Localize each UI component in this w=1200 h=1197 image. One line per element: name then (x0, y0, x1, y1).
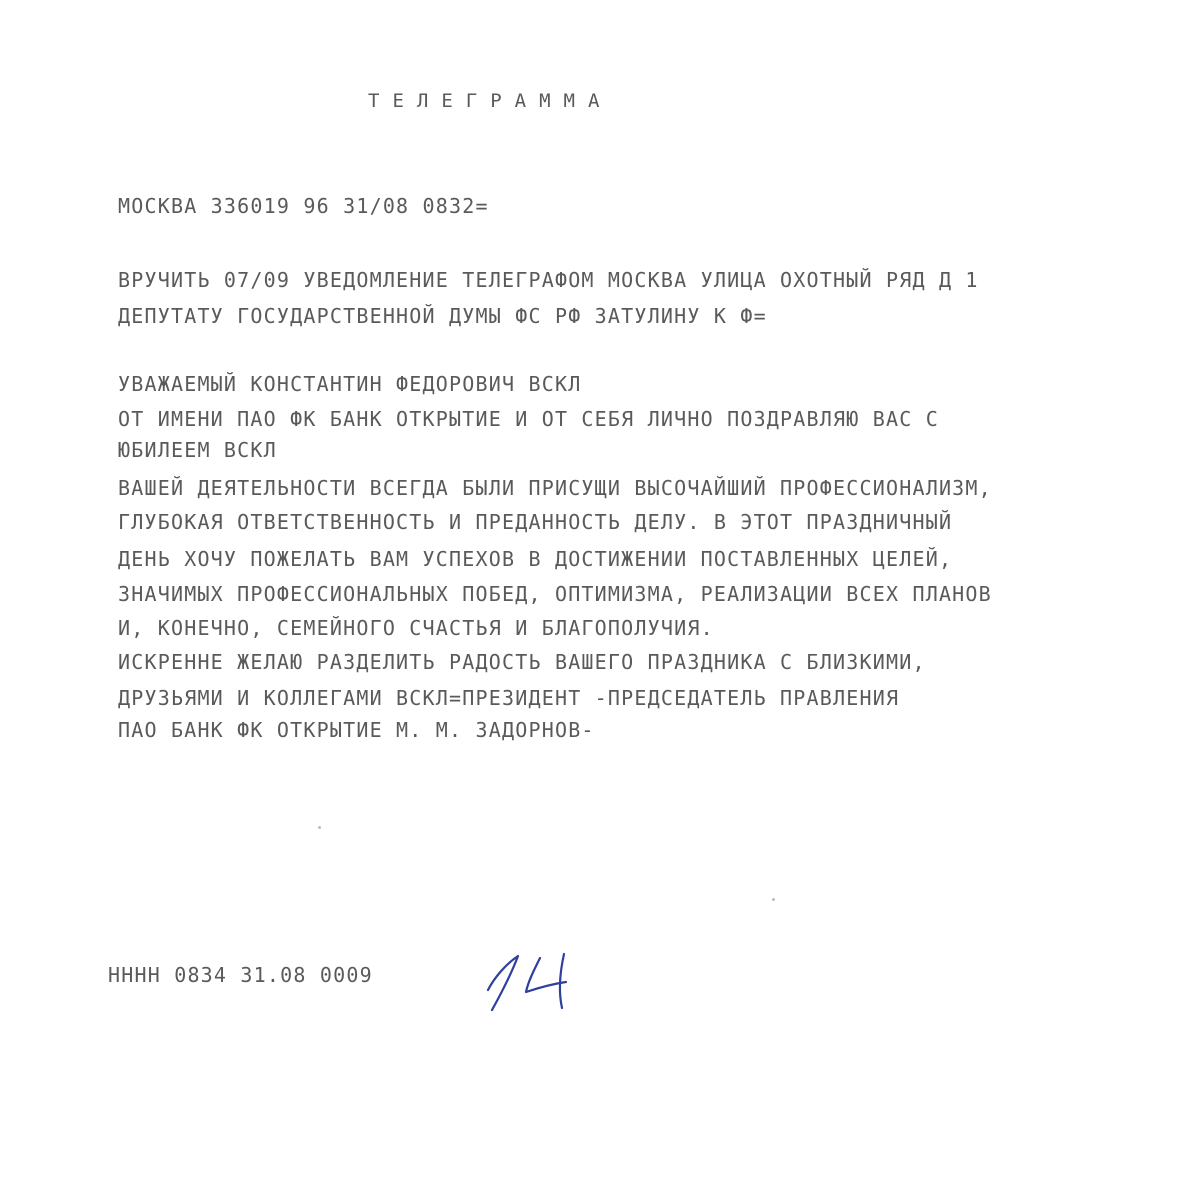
telegram-title: ТЕЛЕГРАММА (368, 90, 613, 112)
body-line-3: ЮБИЛЕЕМ ВСКЛ (118, 438, 277, 462)
telegram-header: МОСКВА 336019 96 31/08 0832= (118, 194, 489, 218)
body-line-6: ДЕНЬ ХОЧУ ПОЖЕЛАТЬ ВАМ УСПЕХОВ В ДОСТИЖЕНИИ ПОСТАВЛЕННЫХ ЦЕЛЕЙ, (118, 547, 953, 571)
telegram-footer: НННН 0834 31.08 0009 (108, 963, 373, 987)
scan-speck (318, 826, 321, 829)
scan-speck (772, 898, 775, 901)
body-line-9: ИСКРЕННЕ ЖЕЛАЮ РАЗДЕЛИТЬ РАДОСТЬ ВАШЕГО ПРАЗДНИКА С БЛИЗКИМИ, (118, 650, 926, 674)
handwritten-signature (478, 948, 588, 1018)
body-line-8: И, КОНЕЧНО, СЕМЕЙНОГО СЧАСТЬЯ И БЛАГОПОЛУЧИЯ. (118, 616, 714, 640)
body-line-1: УВАЖАЕМЫЙ КОНСТАНТИН ФЕДОРОВИЧ ВСКЛ (118, 372, 582, 396)
body-line-7: ЗНАЧИМЫХ ПРОФЕССИОНАЛЬНЫХ ПОБЕД, ОПТИМИЗМА, РЕАЛИЗАЦИИ ВСЕХ ПЛАНОВ (118, 582, 992, 606)
body-line-10: ДРУЗЬЯМИ И КОЛЛЕГАМИ ВСКЛ=ПРЕЗИДЕНТ -ПРЕДСЕДАТЕЛЬ ПРАВЛЕНИЯ (118, 686, 900, 710)
body-line-11: ПАО БАНК ФК ОТКРЫТИЕ М. М. ЗАДОРНОВ- (118, 718, 595, 742)
signature-stroke-1 (488, 956, 518, 1010)
body-line-5: ГЛУБОКАЯ ОТВЕТСТВЕННОСТЬ И ПРЕДАННОСТЬ ДЕЛУ. В ЭТОТ ПРАЗДНИЧНЫЙ (118, 510, 953, 534)
address-line-2: ДЕПУТАТУ ГОСУДАРСТВЕННОЙ ДУМЫ ФС РФ ЗАТУЛИНУ К Ф= (118, 304, 767, 328)
body-line-2: ОТ ИМЕНИ ПАО ФК БАНК ОТКРЫТИЕ И ОТ СЕБЯ ЛИЧНО ПОЗДРАВЛЯЮ ВАС С (118, 407, 939, 431)
signature-stroke-3 (560, 954, 564, 1008)
address-line-1: ВРУЧИТЬ 07/09 УВЕДОМЛЕНИЕ ТЕЛЕГРАФОМ МОСКВА УЛИЦА ОХОТНЫЙ РЯД Д 1 (118, 268, 979, 292)
body-line-4: ВАШЕЙ ДЕЯТЕЛЬНОСТИ ВСЕГДА БЫЛИ ПРИСУЩИ ВЫСОЧАЙШИЙ ПРОФЕССИОНАЛИЗМ, (118, 476, 992, 500)
